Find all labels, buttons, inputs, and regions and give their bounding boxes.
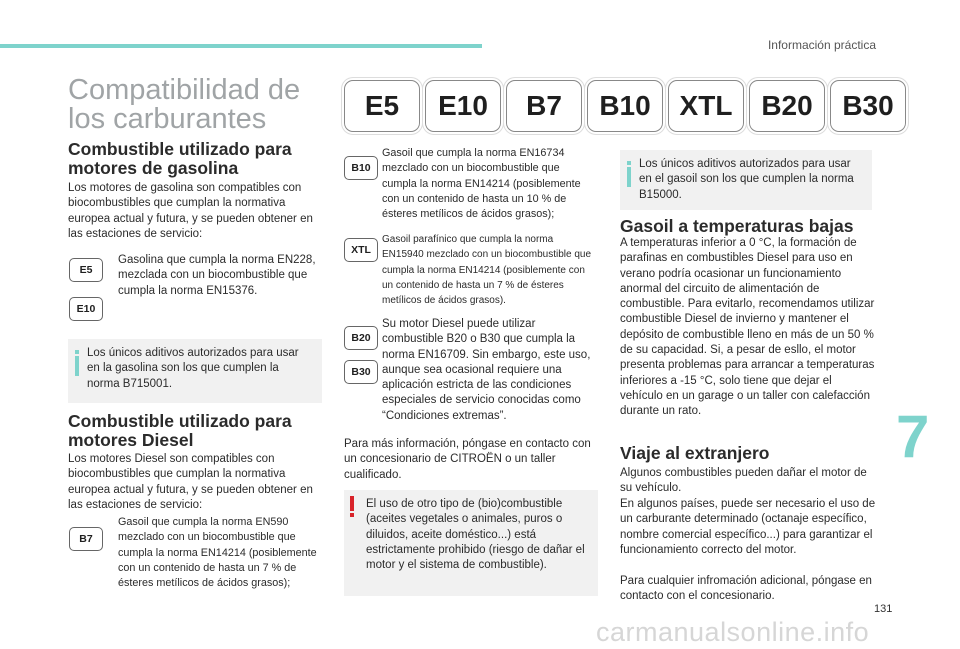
badge-b30: B30 [830,80,906,132]
chip-b30: B30 [344,360,378,384]
watermark: carmanualsonline.info [596,617,870,647]
xtl-description: Gasoil parafínico que cumpla la norma EN15940 mezclado con un biocombustible que cumpla la norma EN14214 (posiblemente con un contenido de hasta un 7 % de ésteres metílicos de ácidos grasos). [382,234,592,307]
badge-b20: B20 [749,80,825,132]
info-icon [627,161,631,187]
diesel-note-text: Los únicos aditivos autorizados para usar en el gasoil son los que cumplen la norma B15000. [639,158,854,201]
gasoline-intro: Los motores de gasolina son compatibles con biocombustibles que cumplan la normativa europea actual y futura, y se pueden obtener en las estaciones de servicio: [68,182,313,240]
diesel-intro: Los motores Diesel son compatibles con biocombustibles que cumplan la normativa europea actual y futura, y se pueden obtener en las estaciones de servicio: [68,453,313,511]
b7-description: Gasoil que cumpla la norma EN590 mezclado con un biocombustible que cumpla la norma EN14214 (posiblemente con un contenido de hasta un 7 % de ésteres metílicos de ácidos grasos); [118,516,317,590]
warning-note-text: El uso de otro tipo de (bio)combustible (aceites vegetales o animales, puros o diluidos, aceite doméstico...) está estrictamente prohibido (riesgo de dañar el motor y el sistema de combustible). [366,498,585,572]
chapter-number: 7 [896,403,930,470]
header-accent-bar [0,44,482,48]
gasoline-note [68,339,322,403]
badge-e5: E5 [344,80,420,132]
gasoline-note-text: Los únicos aditivos autorizados para usar en la gasolina son los que cumplen la norma B715001. [87,347,299,390]
chip-xtl: XTL [344,238,378,262]
chip-b20: B20 [344,326,378,350]
abroad-p3: Para cualquier infromación adicional, póngase en contacto con el concesionario. [620,575,872,603]
diesel-heading: Combustible utilizado para motores Diesel [68,411,292,450]
b20-b30-description: Su motor Diesel puede utilizar combustible B20 o B30 que cumpla la norma EN16709. Sin embargo, este uso, aunque sea ocasional requiere una aplicación estricta de las condiciones especiales de servicio conocidas como “Condiciones extremas”. [382,318,591,422]
badge-b10: B10 [587,80,663,132]
page-title: Compatibilidad de los carburantes [68,74,301,135]
chip-e10: E10 [69,297,103,321]
warning-note [344,490,598,596]
cold-heading: Gasoil a temperaturas bajas [620,216,854,236]
abroad-p2: En algunos países, puede ser necesario el uso de un carburante determinado (octanaje específico, nombre comercial específico...) para garantizar el funcionamiento correcto del motor. [620,498,876,556]
fuel-badges [344,80,906,132]
warning-icon [350,496,356,518]
more-info-text: Para más información, póngase en contacto con un concesionario de CITROËN o un taller cualificado. [344,438,591,481]
cold-text: A temperaturas inferior a 0 °C, la formación de parafinas en combustibles Diesel para uso en verano podría ocasionar un funcionamiento anormal del circuito de alimentación de combustible. Para evitarlo, recomendamos utilizar combustible Diesel de invierno y mantener el depósito de combustible lleno en más de un 50 % de su capacidad. Si, a pesar de esllo, el motor presenta problemas para arrancar a temperaturas inferiores a -15 °C, solo tiene que dejar el vehículo en un garage o un taller con calefacción durante un rato. [620,237,875,418]
chip-b10: B10 [344,156,378,180]
badge-xtl: XTL [668,80,744,132]
gasoline-heading: Combustible utilizado para motores de gasolina [68,139,292,178]
abroad-heading: Viaje al extranjero [620,443,770,463]
chip-b7: B7 [69,527,103,551]
section-title: Información práctica [767,38,876,52]
badge-b7: B7 [506,80,582,132]
abroad-p1: Algunos combustibles pueden dañar el motor de su vehículo. [620,467,867,495]
info-icon [75,350,79,376]
diesel-additives-note [620,150,872,210]
page-number: 131 [874,603,893,615]
e5-description: Gasolina que cumpla la norma EN228, mezclada con un biocombustible que cumpla la norma EN15376. [118,254,316,297]
chip-e5: E5 [69,258,103,282]
badge-e10: E10 [425,80,501,132]
b10-description: Gasoil que cumpla la norma EN16734 mezclado con un biocombustible que cumpla la norma EN14214 (posiblemente con un contenido de hasta un 10 % de ésteres metílicos de ácidos grasos); [382,147,581,221]
